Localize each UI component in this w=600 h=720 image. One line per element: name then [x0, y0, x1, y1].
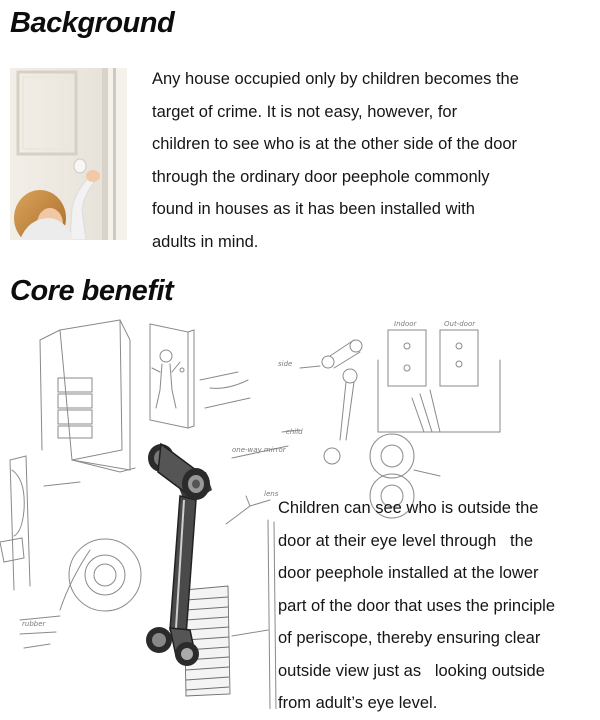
background-line: found in houses as it has been installed with — [152, 200, 475, 218]
background-line: children to see who is at the other side of the door — [152, 135, 518, 153]
background-line: Any house occupied only by children becomes the — [152, 70, 519, 88]
child-at-door-photo — [10, 68, 127, 240]
benefit-line: Children can see who is outside the — [278, 499, 539, 517]
sketch-label-child: child — [286, 428, 303, 436]
sketch-label-rubber: rubber — [22, 620, 46, 628]
benefit-line: door at their eye level through the — [278, 531, 533, 550]
sketch-label-side: side — [278, 360, 293, 368]
sketch-label-mirror: one-way mirror — [232, 446, 286, 454]
benefit-line: door peephole installed at the lower — [278, 564, 539, 582]
benefit-line: outside view just as looking outside — [278, 661, 545, 680]
benefit-line: part of the door that uses the principle — [278, 596, 556, 615]
sketch-label-indoor: Indoor — [394, 320, 417, 328]
background-paragraph — [152, 63, 592, 258]
background-line: target of crime. It is not easy, however, for — [152, 102, 458, 121]
core-benefit-paragraph — [278, 492, 600, 720]
sketch-label-outdoor: Out-door — [444, 320, 476, 328]
benefit-line: of periscope, thereby ensuring clear — [278, 629, 541, 647]
background-line: adults in mind. — [152, 232, 259, 251]
benefit-line: from adult’s eye level. — [278, 694, 438, 712]
background-line: through the ordinary door peephole commonly — [152, 167, 490, 186]
core-benefit-heading: Core benefit — [10, 275, 174, 307]
background-heading: Background — [10, 7, 175, 39]
sketch-label-lens: lens — [264, 490, 279, 498]
